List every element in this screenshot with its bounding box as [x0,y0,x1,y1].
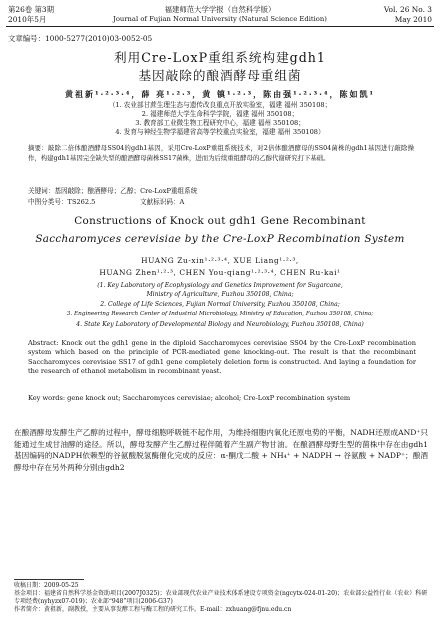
header-date-en: May 2010 [394,15,432,24]
body-paragraph: 在酿酒酵母发酵生产乙醇的过程中，酵母细胞呼吸链不起作用，为维持细胞内氧化还原电势的平衡，NADH还原成AND⁺只能通过生成甘油酵的途径。所以，酵母发酵产生乙醇过程伴随着产生副产物甘油。在酿酒酵母野生型的菌株中存在由gdh1基因编码的NADPH依赖型的谷氨酸脱氢酶催化完成的反应：α-酮戊二酸 + NH₄⁺ + NADPH → 谷氨酸 + NADP⁺；酿酒酵母中存在另外两种分别由gdh2 [14,428,428,472]
header-rule [6,26,434,27]
clc-number: 中图分类号：TS262.5 [28,198,96,206]
article-id: 文章编号：1000-5277(2010)03-0052-05 [8,34,153,43]
doc-code: 文献标识码：A [140,198,185,206]
affiliation-cn-3: 3. 教育部工业微生物工程研究中心，福建 福州 350108； [135,119,305,127]
header-date-cn: 2010年5月 [8,15,47,24]
affiliation-cn-4: 4. 发育与神经生物学福建省高等学校重点实验室，福建 福州 350108） [115,128,325,136]
authors-en-line1: HUANG Zu-xin¹·²·³·⁴, XUE Liang¹·²·³, [141,256,299,265]
footnote-author-bio: 作者简介：黄祖新，副教授，主要从事发酵工程与酶工程的研究工作。E-mail：zxhuang@fjnu.edu.cn [14,606,292,613]
title-cn-line1: 利用Cre-LoxP重组系统构建gdh1 [114,50,326,65]
affiliation-en-5: 4. State Key Laboratory of Developmental Biology and Neurobiology, Fuzhou 350108, China) [76,321,364,328]
title-en-line2: Saccharomyces cerevisiae by the Cre-LoxP Recombination System [35,233,405,245]
footnote-rule [14,579,84,580]
keywords-en: Key words: gene knock out; Saccharomyces cerevisiae; alcohol; Cre-LoxP recombination system [28,394,351,402]
abstract-cn: 摘要：敲除二倍体酿酒酵母SS04的gdh1基因，采用Cre-LoxP重组系统技术，对2倍体酿酒酵母的SS04菌株的gdh1基因进行敲除操作，构建gdh1基因完全缺失型的酿酒酵母菌株SS17菌株，进而为后续重组酵母的乙醇代谢研究打下基础。 [28,144,414,162]
header-journal-cn: 福建师范大学学报（自然科学版） [164,5,276,14]
affiliation-en-2: Ministry of Agriculture, Fuzhou 350108, China; [146,291,294,298]
keywords-cn: 关键词：基因敲除；酿酒酵母；乙醇；Cre-LoxP重组系统 [28,187,198,195]
title-cn-line2: 基因敲除的酿酒酵母重组菌 [138,68,302,83]
affiliation-en-1: (1. Key Laboratory of Ecophysiology and Genetics Improvement for Sugarcane, [97,282,343,289]
affiliation-en-3: 2. College of Life Sciences, Fujian Normal University, Fuzhou 350108, China; [100,301,340,308]
abstract-en: Abstract: Knock out the gdh1 gene in the diploid Saccharomyces cerevisiae SS04 by the Cre-LoxP recombination system which based on the principle of PCR-mediated gene knocking-out. The result is that the recombinant Saccharomyces cerevisiae SS17 of gdh1 gene completely deletion form is constructed. And laying a foundation for the research of ethanol metabolism in recombinant yeast. [28,339,416,376]
affiliation-en-4: 3. Engineering Research Center of Industrial Microbiology, Ministry of Education, Fuzhou 350108, China; [66,311,374,317]
authors-cn: 黄祖新¹·²·³·⁴，薛 亮¹·²·³，黄 镇¹·²·³，陈由强¹·²·³·⁴，陈如凯¹ [65,89,375,99]
header-journal-en: Journal of Fujian Normal University (Natural Science Edition) [113,15,327,23]
header-volume-en: Vol. 26 No. 3 [383,5,432,14]
affiliation-cn-1: （1. 农业部甘蔗生理生态与遗传改良重点开放实验室，福建 福州 350108； [108,101,332,109]
affiliation-cn-2: 2. 福建师范大学生命科学学院，福建 福州 350108； [141,110,299,118]
header-volume: 第26卷 第3期 [8,5,55,14]
footnote-funding: 基金项目：福建省自然科学基金资助项目(2007J0325)；农业部现代农业产业技术体系建设专项资金(ngcytx-024-01-20)；农业部公益性行业（农业）科研专项经费(nyhyzx07-019)；农业部“948”项目(2006-G37) [14,590,428,605]
authors-en-line2: HUANG Zhen¹·²·³, CHEN You-qiang¹·²·³·⁴, CHEN Ru-kai¹ [99,268,341,277]
footnote-received: 收稿日期：2009-05-25 [14,582,79,589]
title-en-line1: Constructions of Knock out gdh1 Gene Recombinant [74,215,366,227]
